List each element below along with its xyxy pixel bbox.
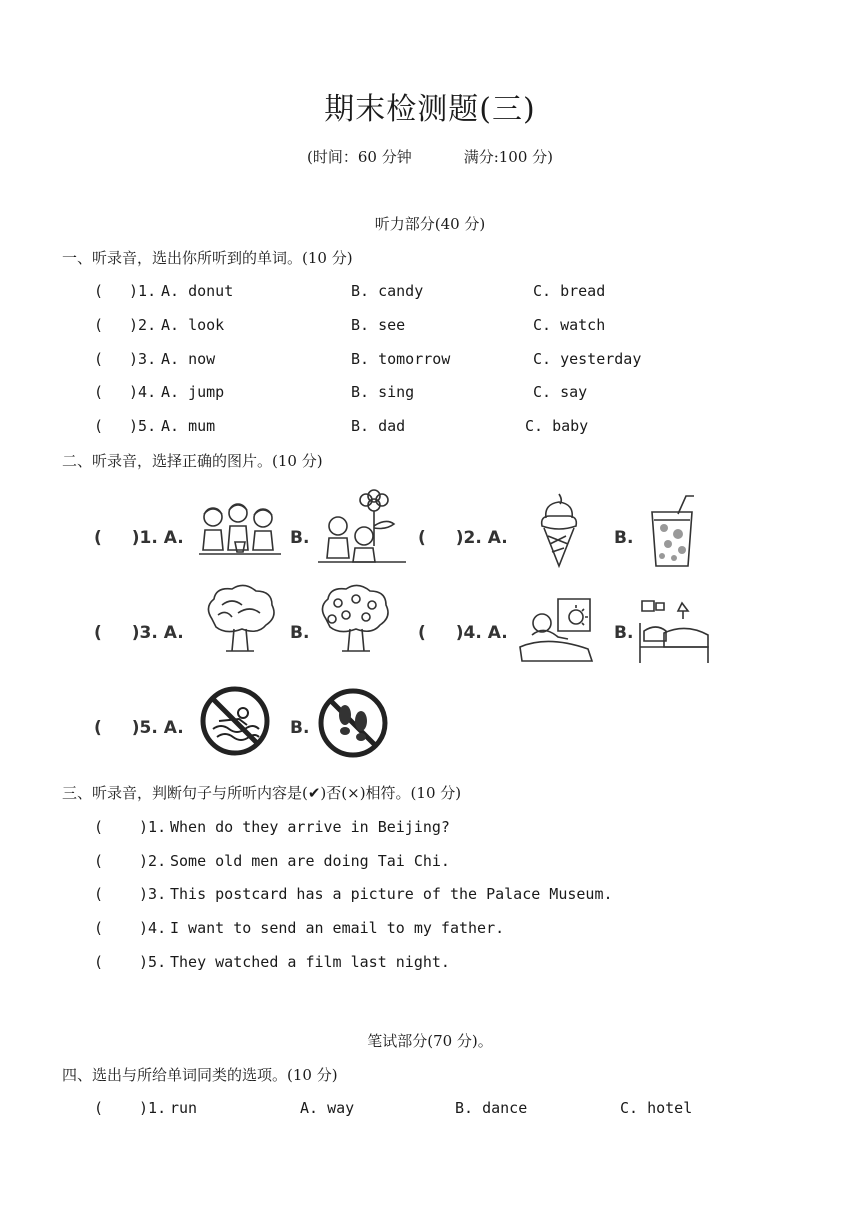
picture-question-4 (418, 623, 508, 643)
option-a: A. way (300, 1099, 355, 1117)
statement-text: This postcard has a picture of the Palace Museum. (170, 885, 613, 903)
question-number: )4. (139, 919, 167, 937)
option-c: C. yesterday (533, 350, 642, 368)
tree-picture-a[interactable] (202, 583, 278, 655)
option-b: B. dad (351, 417, 406, 435)
answer-bracket[interactable]: ( (418, 528, 426, 548)
list-item (94, 1099, 166, 1117)
children-picnic-picture[interactable] (197, 500, 283, 558)
list-item (94, 919, 166, 937)
statement-text: They watched a film last night. (170, 953, 450, 971)
option-c: C. say (533, 383, 588, 401)
section4-heading: 四、选出与所给单词同类的选项。(10 分) (62, 1066, 338, 1084)
answer-bracket[interactable]: ( (94, 852, 104, 870)
option-c: C. watch (533, 316, 606, 334)
picture-question-3 (94, 623, 184, 643)
question-label: )4. A. (455, 623, 508, 643)
option-b-label: B. (290, 718, 310, 738)
page-title: 期末检测题(三) (324, 92, 536, 127)
question-label: )1. A. (131, 528, 184, 548)
no-walking-sign-picture[interactable] (317, 687, 389, 759)
question-number: )2. (129, 316, 157, 334)
answer-bracket[interactable]: ( (94, 417, 104, 435)
option-c: C. hotel (620, 1099, 693, 1117)
option-b-label: B. (290, 623, 310, 643)
question-label: )3. A. (131, 623, 184, 643)
question-number: )5. (139, 953, 167, 971)
listening-part-header: 听力部分(40 分) (374, 215, 486, 233)
option-b: B. tomorrow (351, 350, 451, 368)
option-a: A. donut (161, 282, 234, 300)
written-part-header: 笔试部分(70 分)。 (367, 1032, 493, 1050)
sleeping-in-bed-picture[interactable] (636, 597, 712, 665)
answer-bracket[interactable]: ( (94, 885, 104, 903)
children-flower-picture[interactable] (316, 486, 410, 566)
answer-bracket[interactable]: ( (94, 919, 104, 937)
answer-bracket[interactable]: ( (94, 350, 104, 368)
question-number: )3. (139, 885, 167, 903)
list-item (94, 282, 156, 300)
option-a: A. look (161, 316, 225, 334)
full-score: 满分:100 分) (463, 148, 554, 166)
exam-info (0, 146, 860, 167)
option-b: B. see (351, 316, 406, 334)
picture-question-1 (94, 528, 184, 548)
question-label: )2. A. (455, 528, 508, 548)
list-item (94, 417, 156, 435)
statement-text: Some old men are doing Tai Chi. (170, 852, 450, 870)
list-item (94, 885, 166, 903)
ice-cream-picture[interactable] (538, 492, 580, 568)
answer-bracket[interactable]: ( (94, 282, 104, 300)
list-item (94, 316, 156, 334)
option-b-label: B. (614, 528, 634, 548)
option-a: A. jump (161, 383, 225, 401)
answer-bracket[interactable]: ( (94, 383, 104, 401)
list-item (94, 350, 156, 368)
time-limit: (时间：60 分钟 (306, 148, 412, 166)
answer-bracket[interactable]: ( (94, 316, 104, 334)
option-a: A. now (161, 350, 216, 368)
answer-bracket[interactable]: ( (94, 818, 104, 836)
question-number: )2. (139, 852, 167, 870)
apple-tree-picture[interactable] (316, 583, 394, 655)
option-b-label: B. (614, 623, 634, 643)
question-number: )4. (129, 383, 157, 401)
answer-bracket[interactable]: ( (94, 953, 104, 971)
answer-bracket[interactable]: ( (94, 528, 102, 548)
statement-text: I want to send an email to my father. (170, 919, 505, 937)
option-b-label: B. (290, 528, 310, 548)
answer-bracket[interactable]: ( (94, 623, 102, 643)
picture-question-2 (418, 528, 508, 548)
question-number: )1. (139, 818, 167, 836)
question-number: )3. (129, 350, 157, 368)
section1-heading: 一、听录音，选出你所听到的单词。(10 分) (62, 249, 353, 267)
no-swimming-sign-picture[interactable] (199, 685, 271, 757)
picture-question-5 (94, 718, 184, 738)
section3-heading: 三、听录音，判断句子与所听内容是(✔)否(×)相符。(10 分) (62, 784, 462, 802)
list-item (94, 818, 166, 836)
given-word: run (170, 1099, 198, 1117)
option-a: A. mum (161, 417, 216, 435)
list-item (94, 852, 166, 870)
waking-up-picture[interactable] (518, 595, 594, 667)
question-number: )5. (129, 417, 157, 435)
statement-text: When do they arrive in Beijing? (170, 818, 450, 836)
answer-bracket[interactable]: ( (418, 623, 426, 643)
list-item (94, 383, 156, 401)
option-b: B. sing (351, 383, 415, 401)
answer-bracket[interactable]: ( (94, 1099, 104, 1117)
answer-bracket[interactable]: ( (94, 718, 102, 738)
question-number: )1. (139, 1099, 167, 1117)
question-number: )1. (129, 282, 157, 300)
option-b: B. candy (351, 282, 424, 300)
option-c: C. bread (533, 282, 606, 300)
section2-heading: 二、听录音，选择正确的图片。(10 分) (62, 452, 323, 470)
juice-glass-picture[interactable] (648, 494, 696, 570)
question-label: )5. A. (131, 718, 184, 738)
option-b: B. dance (455, 1099, 528, 1117)
list-item (94, 953, 166, 971)
option-c: C. baby (525, 417, 589, 435)
